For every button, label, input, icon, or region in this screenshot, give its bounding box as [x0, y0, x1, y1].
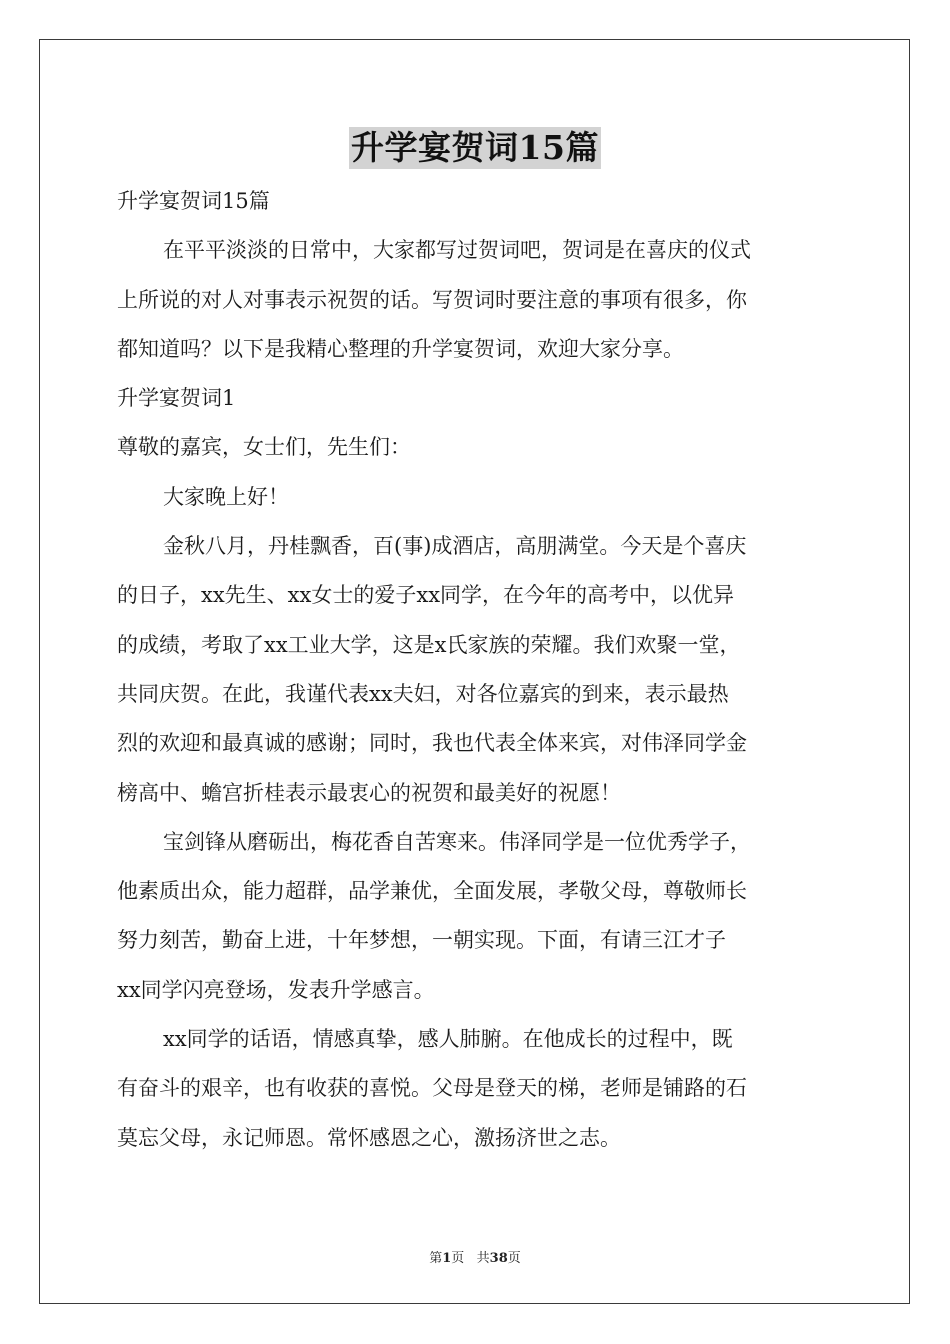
footer-suffix: 页	[507, 1251, 521, 1266]
body-line: 有奋斗的艰辛，也有收获的喜悦。父母是登天的梯，老师是铺路的石	[117, 1076, 747, 1101]
footer-page-number: 1	[442, 1251, 452, 1266]
body-line: xx同学的话语，情感真挚，感人肺腑。在他成长的过程中，既	[163, 1027, 733, 1052]
page-footer	[0, 1247, 950, 1266]
body-line: 升学宴贺词1	[117, 386, 236, 411]
body-line: 努力刻苦，勤奋上进，十年梦想，一朝实现。下面，有请三江才子	[117, 928, 726, 953]
body-line: 升学宴贺词15篇	[117, 189, 270, 213]
footer-prefix: 第	[429, 1251, 443, 1266]
body-line: 莫忘父母，永记师恩。常怀感恩之心，激扬济世之志。	[117, 1125, 621, 1150]
body-line: 都知道吗？以下是我精心整理的升学宴贺词，欢迎大家分享。	[117, 336, 684, 361]
footer-total-pages: 38	[489, 1251, 508, 1266]
body-line: 金秋八月，丹桂飘香，百(事)成酒店，高朋满堂。今天是个喜庆	[163, 534, 747, 559]
body-line: 榜高中、蟾宫折桂表示最衷心的祝贺和最美好的祝愿！	[117, 780, 621, 805]
document-body	[117, 177, 847, 1163]
body-line: xx同学闪亮登场，发表升学感言。	[117, 977, 435, 1002]
body-line: 烈的欢迎和最真诚的感谢；同时，我也代表全体来宾，对伟泽同学金	[117, 731, 747, 756]
body-line: 共同庆贺。在此，我谨代表xx夫妇，对各位嘉宾的到来，表示最热	[117, 681, 729, 706]
footer-middle: 页 共	[451, 1251, 490, 1266]
body-line: 的成绩，考取了xx工业大学，这是x氏家族的荣耀。我们欢聚一堂，	[117, 632, 741, 657]
body-line: 他素质出众，能力超群，品学兼优，全面发展，孝敬父母，尊敬师长	[117, 879, 747, 904]
body-line: 上所说的对人对事表示祝贺的话。写贺词时要注意的事项有很多，你	[117, 287, 747, 312]
body-line: 尊敬的嘉宾，女士们，先生们：	[117, 435, 411, 460]
body-line: 大家晚上好！	[163, 484, 289, 509]
document-title: 升学宴贺词15篇	[351, 128, 599, 167]
title-container	[0, 127, 950, 169]
body-line: 在平平淡淡的日常中，大家都写过贺词吧，贺词是在喜庆的仪式	[163, 238, 751, 263]
body-line: 宝剑锋从磨砺出，梅花香自苦寒来。伟泽同学是一位优秀学子，	[163, 829, 751, 854]
body-line: 的日子，xx先生、xx女士的爱子xx同学，在今年的高考中，以优异	[117, 583, 735, 608]
